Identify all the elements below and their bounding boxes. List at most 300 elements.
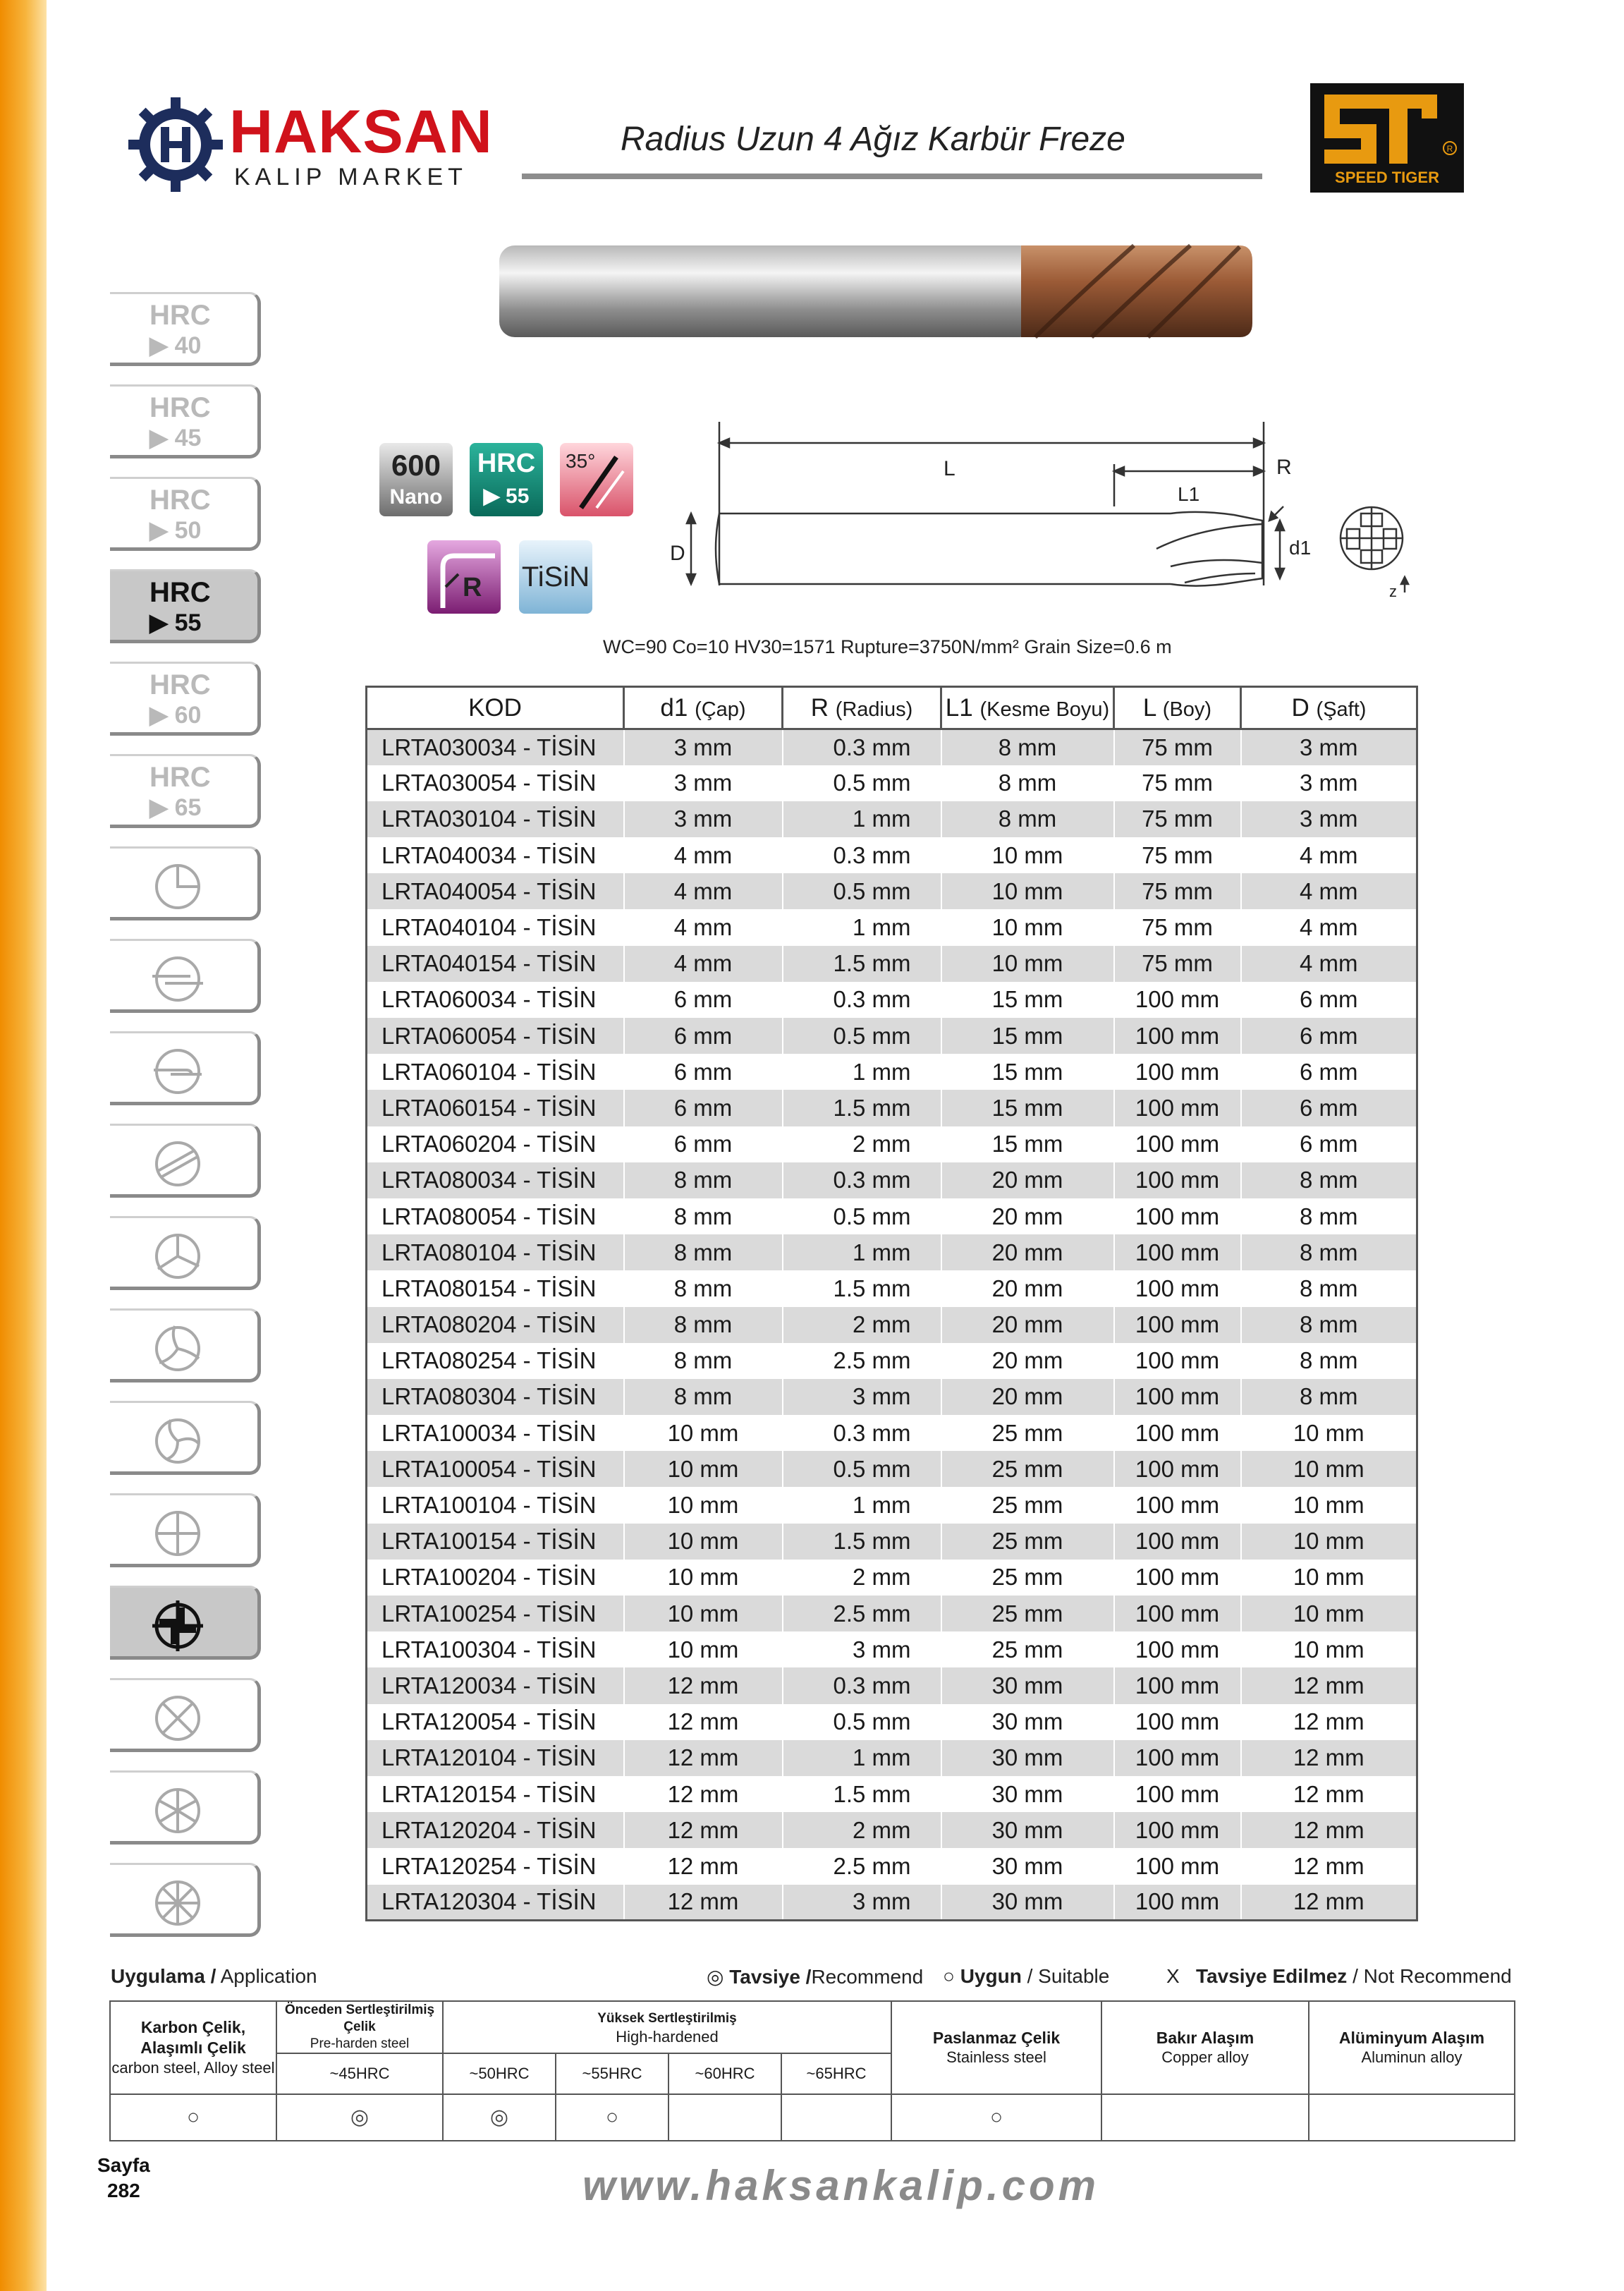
cell-kod: LRTA040154 - TİSİN	[367, 946, 624, 982]
hrc-55-badge	[470, 443, 543, 516]
cell-d1: 10 mm	[624, 1560, 783, 1596]
table-row	[367, 1343, 1417, 1379]
cell-l: 100 mm	[1114, 1487, 1241, 1523]
cell-r: 2.5 mm	[783, 1343, 941, 1379]
cell-r: 1.5 mm	[783, 1090, 941, 1126]
cell-l: 100 mm	[1114, 1090, 1241, 1126]
tab-hrc-value: ▶ 45	[149, 425, 202, 451]
cell-d: 4 mm	[1241, 909, 1417, 945]
cell-kod: LRTA030034 - TİSİN	[367, 729, 624, 765]
header-sub: (Boy)	[1162, 698, 1212, 721]
cell-l1: 8 mm	[941, 801, 1114, 837]
cell-r: 0.5 mm	[783, 873, 941, 909]
rating-cell: ◎	[276, 2094, 443, 2141]
high-hardened-tr: Yüksek Sertleştirilmiş	[597, 2011, 737, 2026]
cell-l1: 30 mm	[941, 1740, 1114, 1776]
tab-tool-2-flute-slot[interactable]	[110, 1124, 261, 1198]
three-flute-b-icon	[149, 1320, 206, 1377]
cell-l: 100 mm	[1114, 1560, 1241, 1596]
tab-tool-3-flute-c[interactable]	[110, 1401, 261, 1475]
three-flute-icon	[149, 1228, 206, 1284]
cell-d: 8 mm	[1241, 1270, 1417, 1306]
cell-r: 0.5 mm	[783, 765, 941, 801]
badge-radius-text: R	[463, 573, 482, 602]
cell-r: 0.3 mm	[783, 1667, 941, 1703]
cell-l1: 25 mm	[941, 1631, 1114, 1667]
hrc-level-cell: ~45HRC	[276, 2053, 443, 2094]
cell-kod: LRTA100154 - TİSİN	[367, 1524, 624, 1560]
tab-tool-3-flute[interactable]	[110, 1216, 261, 1290]
header-sub: (Kesme Boyu)	[979, 698, 1110, 721]
dim-z: z	[1389, 583, 1397, 600]
helix-line-icon	[560, 443, 633, 516]
copper-cell	[1101, 2001, 1309, 2094]
tab-tool-2-flute[interactable]	[110, 939, 261, 1013]
cell-l1: 30 mm	[941, 1667, 1114, 1703]
application-label-en: Application	[220, 1965, 317, 1987]
cell-l: 100 mm	[1114, 1307, 1241, 1343]
haksan-logo[interactable]	[127, 99, 522, 190]
cell-kod: LRTA080254 - TİSİN	[367, 1343, 624, 1379]
tab-hrc-value: ▶ 65	[149, 794, 202, 821]
badge-tisin-text: TiSiN	[521, 561, 590, 592]
copper-tr: Bakır Alaşım	[1156, 2028, 1254, 2047]
cell-l1: 15 mm	[941, 1054, 1114, 1090]
cell-r: 1 mm	[783, 909, 941, 945]
cell-d1: 10 mm	[624, 1451, 783, 1487]
cell-d: 3 mm	[1241, 765, 1417, 801]
cell-l1: 30 mm	[941, 1848, 1114, 1884]
cell-r: 0.5 mm	[783, 1198, 941, 1234]
tab-hrc-40[interactable]	[110, 292, 261, 366]
cell-l1: 10 mm	[941, 837, 1114, 873]
cell-d1: 10 mm	[624, 1487, 783, 1523]
rating-cell: ○	[891, 2094, 1101, 2141]
cell-l: 100 mm	[1114, 1415, 1241, 1451]
tab-hrc-55[interactable]	[110, 569, 261, 643]
cell-l1: 20 mm	[941, 1343, 1114, 1379]
aluminum-tr: Alüminyum Alaşım	[1338, 2028, 1485, 2047]
tab-tool-4-flute[interactable]	[110, 1493, 261, 1567]
cell-d1: 3 mm	[624, 729, 783, 765]
header-r	[783, 687, 941, 729]
cell-l: 100 mm	[1114, 1885, 1241, 1921]
cell-d: 10 mm	[1241, 1524, 1417, 1560]
tab-hrc-label: HRC	[149, 300, 211, 331]
tab-hrc-label: HRC	[149, 762, 211, 793]
two-flute-icon	[149, 951, 206, 1007]
cell-d: 8 mm	[1241, 1307, 1417, 1343]
cell-kod: LRTA100204 - TİSİN	[367, 1560, 624, 1596]
cell-l: 75 mm	[1114, 729, 1241, 765]
aluminum-cell	[1309, 2001, 1515, 2094]
cell-d: 6 mm	[1241, 1018, 1417, 1054]
cell-d: 4 mm	[1241, 946, 1417, 982]
tab-hrc-label: HRC	[149, 669, 211, 700]
table-row	[367, 1667, 1417, 1703]
cell-d: 3 mm	[1241, 801, 1417, 837]
cell-d: 12 mm	[1241, 1848, 1417, 1884]
table-row	[367, 1740, 1417, 1776]
hrc-level-cell: ~55HRC	[556, 2053, 668, 2094]
cell-l1: 8 mm	[941, 729, 1114, 765]
cell-kod: LRTA120054 - TİSİN	[367, 1704, 624, 1740]
table-row	[367, 909, 1417, 945]
cell-l1: 10 mm	[941, 946, 1114, 982]
cell-r: 1.5 mm	[783, 1270, 941, 1306]
tab-hrc-label: HRC	[149, 577, 211, 608]
ball-nose-icon	[149, 858, 206, 915]
table-row	[367, 837, 1417, 873]
cell-d1: 4 mm	[624, 873, 783, 909]
cell-l: 100 mm	[1114, 1631, 1241, 1667]
cell-r: 3 mm	[783, 1885, 941, 1921]
cell-l1: 30 mm	[941, 1776, 1114, 1812]
tab-hrc-value: ▶ 60	[149, 702, 202, 729]
cell-l1: 15 mm	[941, 1018, 1114, 1054]
cell-r: 0.3 mm	[783, 982, 941, 1018]
cell-l1: 25 mm	[941, 1487, 1114, 1523]
tab-hrc-value: ▶ 50	[149, 517, 202, 544]
cell-d1: 3 mm	[624, 801, 783, 837]
cell-kod: LRTA120034 - TİSİN	[367, 1667, 624, 1703]
cell-kod: LRTA120104 - TİSİN	[367, 1740, 624, 1776]
table-row	[367, 1379, 1417, 1415]
cell-l1: 20 mm	[941, 1198, 1114, 1234]
suitable-label-en: / Suitable	[1027, 1965, 1110, 1987]
logo-subtitle: KALIP MARKET	[234, 164, 468, 190]
cell-kod: LRTA120304 - TİSİN	[367, 1885, 624, 1921]
cell-d1: 4 mm	[624, 837, 783, 873]
cell-kod: LRTA080304 - TİSİN	[367, 1379, 624, 1415]
cell-d: 8 mm	[1241, 1379, 1417, 1415]
cell-l: 100 mm	[1114, 1704, 1241, 1740]
cell-d: 8 mm	[1241, 1162, 1417, 1198]
cell-l: 75 mm	[1114, 801, 1241, 837]
cell-d1: 12 mm	[624, 1704, 783, 1740]
tab-tool-4-flute-radius[interactable]	[110, 1586, 261, 1660]
tab-hrc-50[interactable]	[110, 477, 261, 551]
hrc-level-cell: ~50HRC	[443, 2053, 556, 2094]
cell-r: 1 mm	[783, 801, 941, 837]
four-flute-alt-icon	[149, 1690, 206, 1746]
cell-d1: 12 mm	[624, 1848, 783, 1884]
high-hardened-en: High-hardened	[616, 2027, 719, 2046]
dim-L: L	[944, 457, 956, 480]
cell-kod: LRTA080204 - TİSİN	[367, 1307, 624, 1343]
tab-tool-multi-flute-b[interactable]	[110, 1863, 261, 1937]
header-main: d1	[660, 693, 688, 722]
cell-d1: 10 mm	[624, 1415, 783, 1451]
product-table	[365, 686, 1418, 1921]
cell-d: 12 mm	[1241, 1885, 1417, 1921]
table-row	[367, 982, 1417, 1018]
header-l	[1114, 687, 1241, 729]
cell-kod: LRTA080154 - TİSİN	[367, 1270, 624, 1306]
multi-flute-icon	[149, 1782, 206, 1839]
header-kod	[367, 687, 624, 729]
cell-d1: 6 mm	[624, 982, 783, 1018]
cell-l: 100 mm	[1114, 1198, 1241, 1234]
header-main: D	[1291, 693, 1309, 722]
cell-d1: 8 mm	[624, 1270, 783, 1306]
cell-d: 4 mm	[1241, 873, 1417, 909]
cell-l: 100 mm	[1114, 1379, 1241, 1415]
cell-l1: 15 mm	[941, 1090, 1114, 1126]
table-row	[367, 1704, 1417, 1740]
cell-l1: 10 mm	[941, 873, 1114, 909]
cell-d1: 12 mm	[624, 1885, 783, 1921]
cell-r: 0.3 mm	[783, 1415, 941, 1451]
cell-l: 75 mm	[1114, 765, 1241, 801]
cell-kod: LRTA100254 - TİSİN	[367, 1596, 624, 1631]
tab-hrc-65[interactable]	[110, 754, 261, 828]
tisin-coating-badge	[519, 540, 592, 614]
table-row	[367, 1054, 1417, 1090]
tab-tool-multi-flute[interactable]	[110, 1770, 261, 1845]
hrc-level-cell: ~60HRC	[668, 2053, 781, 2094]
cell-kod: LRTA120154 - TİSİN	[367, 1776, 624, 1812]
cell-r: 1.5 mm	[783, 946, 941, 982]
cell-l1: 25 mm	[941, 1596, 1114, 1631]
cell-kod: LRTA080034 - TİSİN	[367, 1162, 624, 1198]
cell-l: 75 mm	[1114, 946, 1241, 982]
tiger-mark-icon	[1310, 87, 1464, 172]
badge-nano-text: Nano	[389, 485, 443, 509]
page-number: 282	[107, 2180, 140, 2202]
carbon-steel-tr: Karbon Çelik, Alaşımlı Çelik	[140, 2018, 246, 2058]
cell-l1: 30 mm	[941, 1885, 1114, 1921]
cell-d: 3 mm	[1241, 729, 1417, 765]
orange-side-band	[0, 0, 47, 2291]
copper-en: Copper alloy	[1161, 2048, 1249, 2067]
cell-r: 1.5 mm	[783, 1776, 941, 1812]
website-link[interactable]: www.haksankalip.com	[582, 2162, 1099, 2209]
tab-tool-3-flute-b[interactable]	[110, 1308, 261, 1382]
cell-l1: 10 mm	[941, 909, 1114, 945]
cell-l: 100 mm	[1114, 1596, 1241, 1631]
speed-tiger-logo[interactable]	[1310, 83, 1464, 193]
table-row	[367, 1415, 1417, 1451]
stainless-en: Stainless steel	[946, 2048, 1046, 2067]
cell-kod: LRTA120254 - TİSİN	[367, 1848, 624, 1884]
cell-l: 75 mm	[1114, 873, 1241, 909]
table-row	[367, 1560, 1417, 1596]
cell-l1: 20 mm	[941, 1270, 1114, 1306]
cell-kod: LRTA060034 - TİSİN	[367, 982, 624, 1018]
cell-d1: 8 mm	[624, 1379, 783, 1415]
cell-r: 1.5 mm	[783, 1524, 941, 1560]
stainless-cell	[891, 2001, 1101, 2094]
header-sub: (Radius)	[835, 698, 913, 721]
carbon-steel-en: carbon steel, Alloy steel	[111, 2058, 275, 2077]
dim-R: R	[1276, 456, 1292, 479]
tab-hrc-45[interactable]	[110, 384, 261, 458]
tab-hrc-value: ▶ 40	[149, 332, 202, 359]
cell-d: 8 mm	[1241, 1198, 1417, 1234]
table-row	[367, 1487, 1417, 1523]
svg-text:R: R	[1446, 144, 1453, 154]
technical-drawing	[663, 422, 1424, 605]
cell-l: 100 mm	[1114, 1126, 1241, 1162]
table-row	[367, 1776, 1417, 1812]
header-l1	[941, 687, 1114, 729]
table-row	[367, 873, 1417, 909]
rating-cell: ◎	[443, 2094, 556, 2141]
table-row	[367, 1198, 1417, 1234]
rating-cell: ○	[556, 2094, 668, 2141]
rating-cell: ○	[110, 2094, 276, 2141]
page-label: Sayfa	[97, 2154, 150, 2176]
cell-kod: LRTA060204 - TİSİN	[367, 1126, 624, 1162]
cell-l: 100 mm	[1114, 982, 1241, 1018]
tab-tool-4-flute-alt[interactable]	[110, 1678, 261, 1752]
cell-kod: LRTA120204 - TİSİN	[367, 1812, 624, 1848]
table-row	[367, 1848, 1417, 1884]
cell-l: 100 mm	[1114, 1018, 1241, 1054]
cell-r: 3 mm	[783, 1631, 941, 1667]
header-sub: (Şaft)	[1316, 698, 1367, 721]
cell-d: 10 mm	[1241, 1487, 1417, 1523]
not-recommend-label-tr: Tavsiye Edilmez	[1196, 1965, 1348, 1987]
cell-d1: 8 mm	[624, 1198, 783, 1234]
cell-d1: 12 mm	[624, 1667, 783, 1703]
table-row	[367, 1126, 1417, 1162]
cell-l: 100 mm	[1114, 1343, 1241, 1379]
badge-hrc-text: HRC	[477, 449, 536, 478]
cell-kod: LRTA040034 - TİSİN	[367, 837, 624, 873]
tab-tool-2-flute-alt[interactable]	[110, 1031, 261, 1105]
gear-logo-icon	[127, 96, 224, 193]
cell-kod: LRTA080104 - TİSİN	[367, 1234, 624, 1270]
cell-d1: 10 mm	[624, 1631, 783, 1667]
table-row	[367, 1885, 1417, 1921]
cell-d1: 8 mm	[624, 1343, 783, 1379]
cell-d: 12 mm	[1241, 1776, 1417, 1812]
material-spec-line: WC=90 Co=10 HV30=1571 Rupture=3750N/mm² Grain Size=0.6 m	[603, 636, 1172, 657]
cell-l: 100 mm	[1114, 1270, 1241, 1306]
cell-d: 12 mm	[1241, 1704, 1417, 1740]
badge-angle-text: 35°	[566, 450, 596, 472]
cell-kod: LRTA030054 - TİSİN	[367, 765, 624, 801]
cell-d: 12 mm	[1241, 1667, 1417, 1703]
preharden-tr: Önceden Sertleştirilmiş Çelik	[284, 2003, 435, 2034]
cell-kod: LRTA040054 - TİSİN	[367, 873, 624, 909]
cell-kod: LRTA060054 - TİSİN	[367, 1018, 624, 1054]
brand-name: SPEED TIGER	[1335, 169, 1439, 186]
cell-d: 8 mm	[1241, 1343, 1417, 1379]
cell-kod: LRTA060154 - TİSİN	[367, 1090, 624, 1126]
cell-d: 10 mm	[1241, 1451, 1417, 1487]
cell-d: 10 mm	[1241, 1631, 1417, 1667]
cell-r: 2 mm	[783, 1126, 941, 1162]
cell-d: 10 mm	[1241, 1415, 1417, 1451]
cell-r: 1 mm	[783, 1487, 941, 1523]
cell-d: 12 mm	[1241, 1812, 1417, 1848]
cell-d: 10 mm	[1241, 1560, 1417, 1596]
cell-d1: 3 mm	[624, 765, 783, 801]
tab-hrc-value: ▶ 55	[149, 609, 202, 636]
application-table	[109, 2000, 1515, 2141]
table-row	[367, 946, 1417, 982]
cell-l: 100 mm	[1114, 1848, 1241, 1884]
cell-l1: 30 mm	[941, 1812, 1114, 1848]
cell-l1: 15 mm	[941, 1126, 1114, 1162]
cell-l1: 20 mm	[941, 1162, 1114, 1198]
recommend-symbol: ◎	[707, 1966, 724, 1988]
header-d	[1241, 687, 1417, 729]
logo-name: HAKSAN	[229, 98, 493, 166]
cell-l1: 25 mm	[941, 1451, 1114, 1487]
high-hardened-cell	[443, 2001, 891, 2053]
not-recommend-symbol: X	[1166, 1965, 1180, 1987]
radius-badge	[427, 540, 501, 614]
cell-l1: 20 mm	[941, 1234, 1114, 1270]
legend-recommend	[707, 1965, 923, 1988]
header-main: L1	[945, 693, 973, 722]
cell-l: 100 mm	[1114, 1667, 1241, 1703]
table-row	[367, 1631, 1417, 1667]
cell-l1: 20 mm	[941, 1379, 1114, 1415]
table-row	[367, 1451, 1417, 1487]
legend-suitable	[943, 1965, 1109, 1988]
rating-cell	[1309, 2094, 1515, 2141]
recommend-label-en: Recommend	[811, 1966, 924, 1988]
cell-d1: 10 mm	[624, 1596, 783, 1631]
stainless-tr: Paslanmaz Çelik	[932, 2028, 1061, 2047]
nano-600-badge	[379, 443, 453, 516]
table-row	[367, 765, 1417, 801]
cell-d1: 6 mm	[624, 1126, 783, 1162]
cell-l: 75 mm	[1114, 837, 1241, 873]
table-row	[367, 729, 1417, 765]
tab-hrc-60[interactable]	[110, 662, 261, 736]
cell-kod: LRTA060104 - TİSİN	[367, 1054, 624, 1090]
dim-D: D	[670, 542, 685, 565]
two-flute-slot-icon	[149, 1136, 206, 1192]
cell-kod: LRTA100104 - TİSİN	[367, 1487, 624, 1523]
cell-d1: 12 mm	[624, 1812, 783, 1848]
cell-r: 2 mm	[783, 1560, 941, 1596]
cell-d: 6 mm	[1241, 1126, 1417, 1162]
application-label-tr: Uygulama /	[111, 1965, 216, 1987]
cell-r: 0.3 mm	[783, 1162, 941, 1198]
cell-r: 0.5 mm	[783, 1451, 941, 1487]
legend-not-recommend	[1166, 1965, 1512, 1988]
cell-l: 100 mm	[1114, 1524, 1241, 1560]
suitable-symbol: ○	[943, 1965, 955, 1987]
tab-tool-ball-nose[interactable]	[110, 846, 261, 920]
cell-r: 2 mm	[783, 1307, 941, 1343]
cell-kod: LRTA100054 - TİSİN	[367, 1451, 624, 1487]
tab-hrc-label: HRC	[149, 392, 211, 423]
cell-l1: 15 mm	[941, 982, 1114, 1018]
table-header-row	[367, 687, 1417, 729]
rating-cell	[668, 2094, 781, 2141]
header-main: R	[810, 693, 829, 722]
rating-cell	[1101, 2094, 1309, 2141]
multi-flute-b-icon	[149, 1875, 206, 1931]
table-row	[367, 1090, 1417, 1126]
cell-l: 100 mm	[1114, 1234, 1241, 1270]
cell-r: 1 mm	[783, 1234, 941, 1270]
carbon-steel-cell	[110, 2001, 276, 2094]
cell-r: 1 mm	[783, 1054, 941, 1090]
cell-l1: 25 mm	[941, 1560, 1114, 1596]
rating-cell	[781, 2094, 891, 2141]
table-row	[367, 1307, 1417, 1343]
cell-kod: LRTA040104 - TİSİN	[367, 909, 624, 945]
